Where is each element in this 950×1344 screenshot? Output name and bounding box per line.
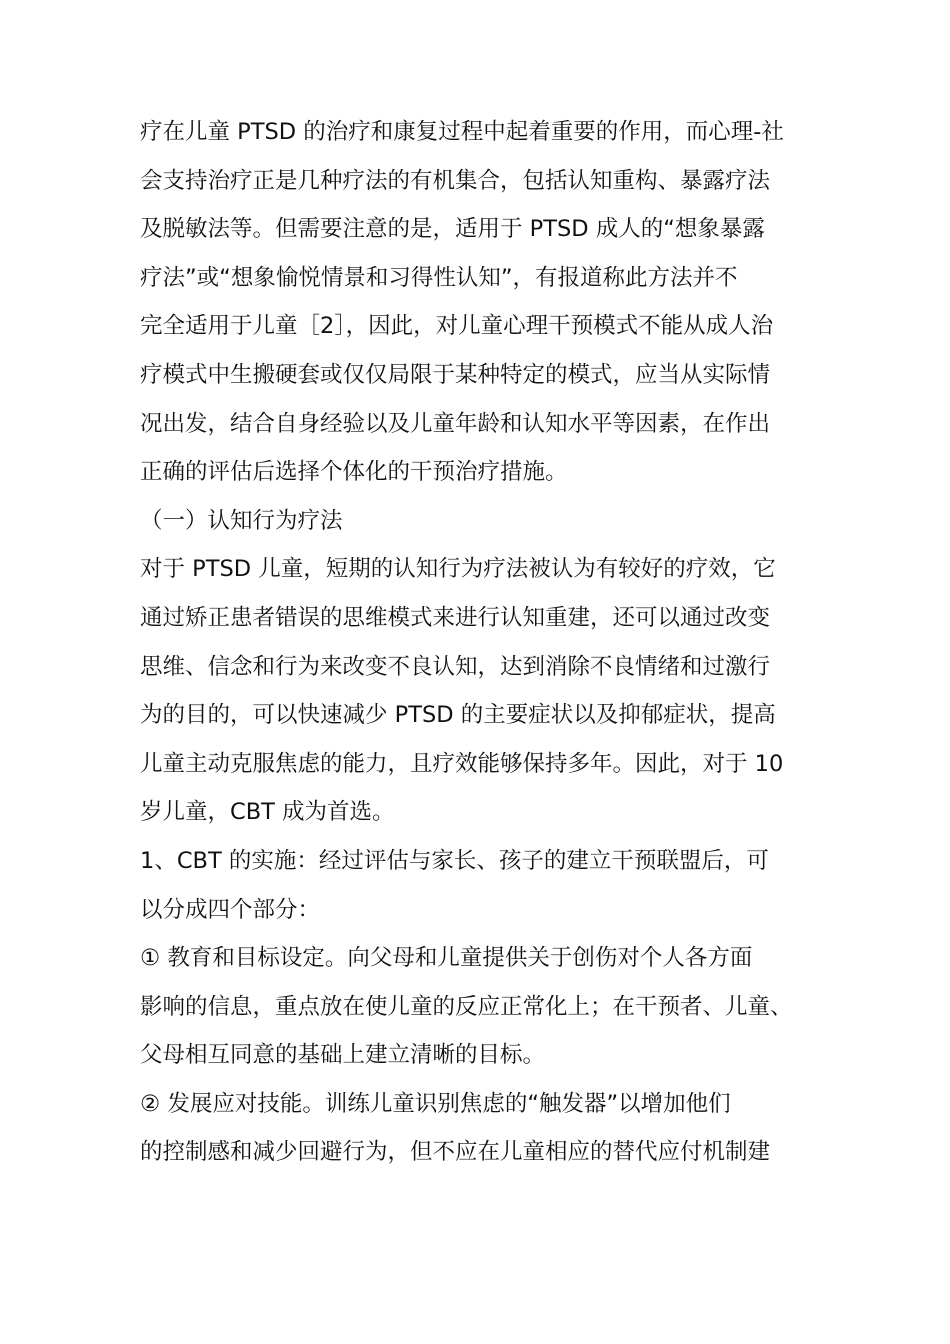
text-line: 1、CBT 的实施：经过评估与家长、孩子的建立干预联盟后，可 [140,847,769,874]
text-line: 对于 PTSD 儿童，短期的认知行为疗法被认为有较好的疗效，它 [140,556,776,583]
text-line: 完全适用于儿童［2］，因此，对儿童心理干预模式不能从成人治 [140,313,774,340]
text-line: 儿童主动克服焦虑的能力，且疗效能够保持多年。因此，对于 10 [140,750,784,777]
text-line: 况出发，结合自身经验以及儿童年龄和认知水平等因素，在作出 [140,410,771,437]
document-body [140,108,820,1177]
text-line: 及脱敏法等。但需要注意的是，适用于 PTSD 成人的“想象暴露 [140,216,765,243]
text-line: 疗在儿童 PTSD 的治疗和康复过程中起着重要的作用，而心理-社 [140,119,784,145]
text-line: 疗法”或“想象愉悦情景和习得性认知”，有报道称此方法并不 [140,264,738,291]
text-line: 父母相互同意的基础上建立清晰的目标。 [140,1042,546,1069]
text-line: 的控制感和减少回避行为，但不应在儿童相应的替代应付机制建 [140,1139,771,1166]
list-item: ① 教育和目标设定。向父母和儿童提供关于创伤对个人各方面 [140,945,753,972]
text-line: 疗模式中生搬硬套或仅仅局限于某种特定的模式，应当从实际情 [140,361,771,388]
text-line: 思维、信念和行为来改变不良认知，达到消除不良情绪和过激行 [140,653,771,680]
text-line: 岁儿童，CBT 成为首选。 [140,799,395,826]
text-line: 通过矫正患者错误的思维模式来进行认知重建，还可以通过改变 [140,604,771,631]
text-line: 会支持治疗正是几种疗法的有机集合，包括认知重构、暴露疗法 [140,167,771,194]
text-line: 为的目的，可以快速减少 PTSD 的主要症状以及抑郁症状，提高 [140,702,776,729]
text-line: 以分成四个部分： [140,896,321,923]
list-item: ② 发展应对技能。训练儿童识别焦虑的“触发器”以增加他们 [140,1090,731,1117]
text-line: 正确的评估后选择个体化的干预治疗措施。 [140,459,568,486]
section-heading: （一）认知行为疗法 [140,507,343,534]
text-line: 影响的信息，重点放在使儿童的反应正常化上；在干预者、儿童、 [140,993,793,1020]
